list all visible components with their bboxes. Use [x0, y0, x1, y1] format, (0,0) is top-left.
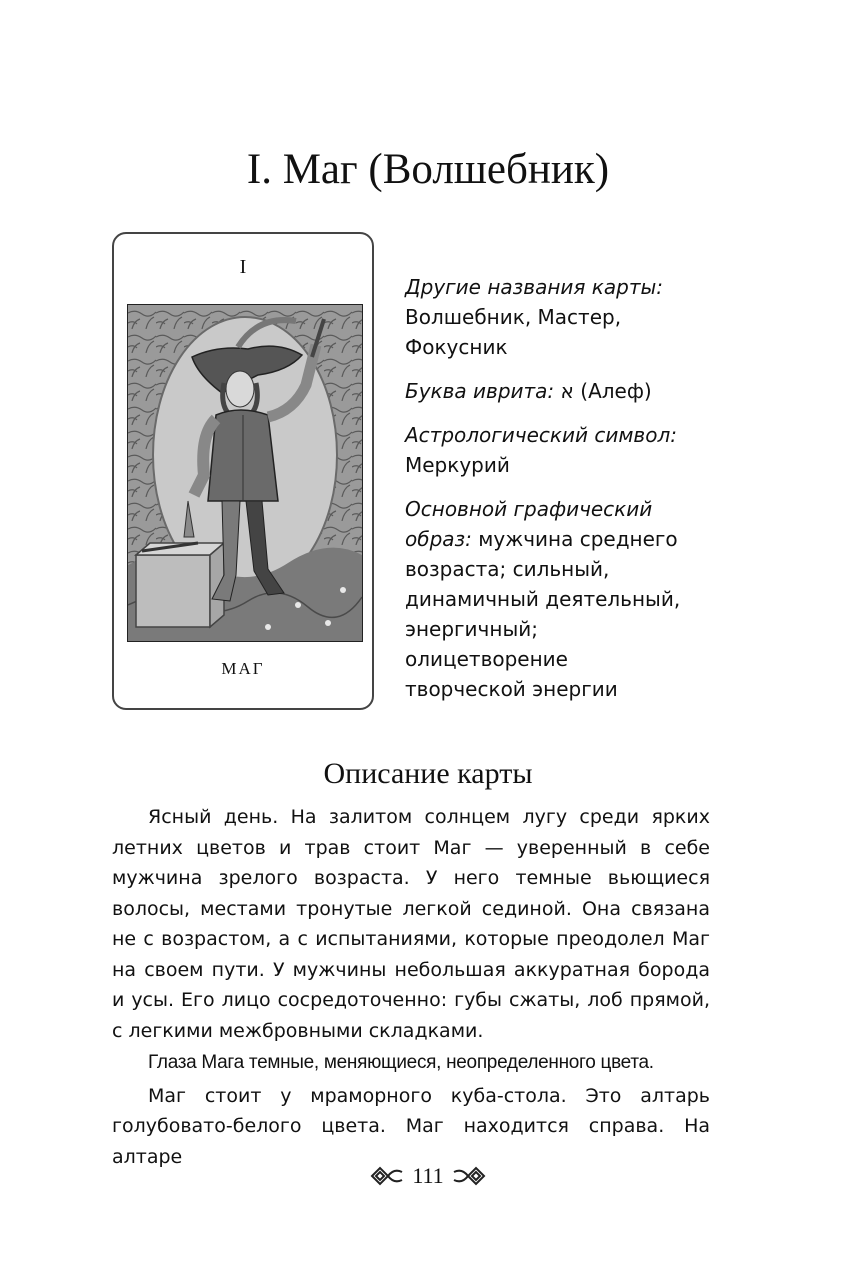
ornament-right-icon	[452, 1162, 486, 1190]
other-names-value: Волшебник, Мастер, Фокусник	[405, 305, 622, 359]
tarot-card	[112, 232, 374, 710]
other-names-label: Другие названия карты:	[405, 275, 664, 299]
magician-illustration	[128, 305, 362, 641]
graphic-image-block	[405, 494, 695, 704]
page-number: 111	[412, 1163, 444, 1188]
card-attributes	[405, 272, 695, 718]
card-description	[112, 802, 710, 1174]
page-footer	[0, 1162, 856, 1190]
astro-symbol-block	[405, 420, 695, 480]
paragraph: Маг стоит у мраморного куба-стола. Это алтарь голубовато-белого цвета. Маг находится справа. На алтаре	[112, 1084, 710, 1168]
page-title: I. Маг (Волшебник)	[246, 146, 610, 193]
section-title: Описание карты	[323, 757, 533, 790]
paragraph: Глаза Мага темные, меняющиеся, неопределенного цвета.	[148, 1052, 654, 1073]
ornament-left-icon	[370, 1162, 404, 1190]
other-names-block	[405, 272, 695, 362]
paragraph: Ясный день. На залитом солнцем лугу среди ярких летних цветов и трав стоит Маг — уверенный в себе мужчина зрелого возраста. У него темные вьющиеся волосы, местами тронутые легкой сединой. Она связана не с возрастом, а с испытаниями, которые преодолел Маг на своем пути. У мужчины небольшая аккуратная борода и усы. Его лицо сосредоточенно: губы сжаты, лоб прямой, с легкими межбровными складками.	[112, 806, 710, 1042]
astro-symbol-label: Астрологический символ:	[405, 423, 677, 447]
hebrew-letter-label: Буква иврита:	[405, 379, 555, 403]
graphic-image-label: Основной графический образ:	[405, 497, 653, 551]
card-numeral: I	[239, 256, 247, 278]
hebrew-letter-block	[405, 376, 695, 406]
graphic-image-value: мужчина среднего возраста; сильный, динамичный деятельный, энергичный; олицетворение творческой энергии	[405, 527, 681, 701]
hebrew-letter-value: א (Алеф)	[560, 379, 652, 403]
card-illustration	[127, 304, 363, 642]
astro-symbol-value: Меркурий	[405, 453, 510, 477]
card-name: МАГ	[221, 659, 265, 678]
